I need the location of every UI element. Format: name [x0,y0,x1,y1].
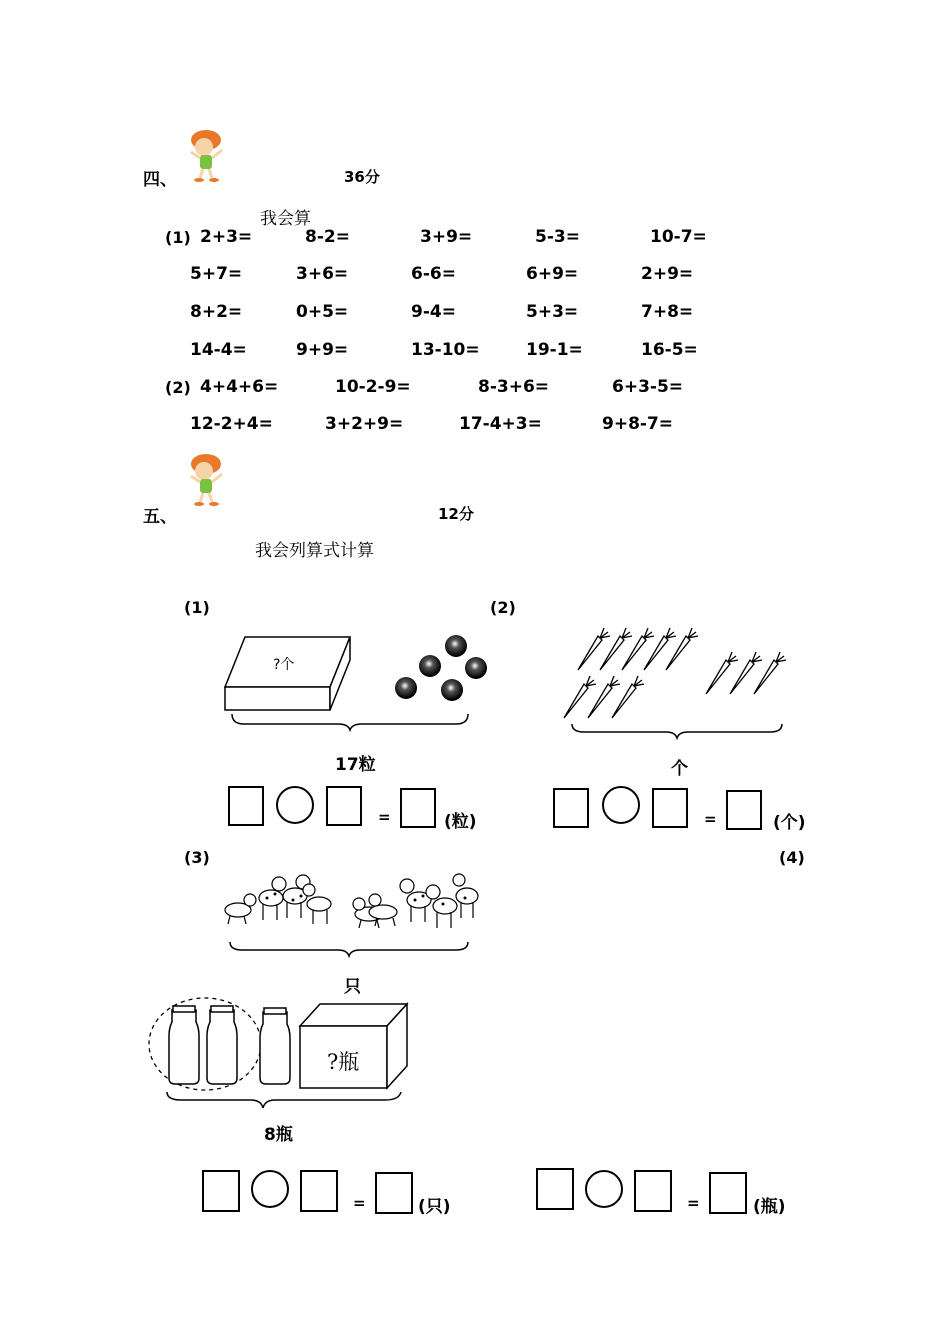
answer-box[interactable] [553,788,589,828]
answer-box[interactable] [228,786,264,826]
problem: 3+6= [296,264,349,284]
answer-box[interactable] [709,1172,747,1214]
problem: 5+3= [526,302,579,322]
problem: 5+7= [190,264,243,284]
operator-circle[interactable] [276,786,314,824]
unit-label: (个) [773,813,806,833]
answer-box[interactable] [726,790,762,830]
answer-box[interactable] [536,1168,574,1210]
problem: 4+4+6= [200,377,279,397]
problem: 6+3-5= [612,377,684,397]
problem: 13-10= [411,340,480,360]
part1-label: (1) [165,228,191,247]
problem: 8+2= [190,302,243,322]
problem: 3+2+9= [325,414,404,434]
problem: 9+9= [296,340,349,360]
problem: 16-5= [641,340,698,360]
problem: 6+9= [526,264,579,284]
part2-label: (2) [165,378,191,397]
unit-label: (粒) [444,812,477,832]
bottles-illustration [145,996,413,1114]
section4-label: 四、 [143,170,177,190]
problem: 6-6= [411,264,456,284]
problem: 10-7= [650,227,707,247]
brace-underline [570,722,784,742]
deer-illustration [215,868,485,940]
operator-circle[interactable] [251,1170,289,1208]
problem: 19-1= [526,340,583,360]
section5-subtitle: 我会列算式计算 [255,541,374,561]
cartoon-girl-icon [182,126,230,182]
problem: 2+9= [641,264,694,284]
problem: 7+8= [641,302,694,322]
answer-box[interactable] [375,1172,413,1214]
problem1-index: (1) [184,598,210,617]
candy-balls-icon [392,632,492,712]
problem: 9+8-7= [602,414,674,434]
answer-box[interactable] [634,1170,672,1212]
section5-points: 12分 [438,505,474,523]
section5-label: 五、 [143,507,177,527]
problem: 17-4+3= [459,414,542,434]
section4-points: 36分 [344,168,380,186]
equals-sign: = [704,810,717,828]
bottle-box-label: ?瓶 [327,1050,360,1074]
section4-subtitle: 我会算 [260,209,311,229]
answer-box[interactable] [300,1170,338,1212]
problem3-index: (3) [184,848,210,867]
equals-sign: = [353,1194,366,1212]
problem: 5-3= [535,227,580,247]
problem2-total: 个 [671,759,688,779]
problem: 0+5= [296,302,349,322]
problem: 2+3= [200,227,253,247]
answer-box[interactable] [202,1170,240,1212]
candy-box-label: ?个 [273,657,295,673]
problem: 12-2+4= [190,414,273,434]
problem3-total: 只 [344,977,361,997]
problem: 14-4= [190,340,247,360]
problem4-index: (4) [779,848,805,867]
problem: 10-2-9= [335,377,411,397]
cartoon-girl-icon [182,450,230,506]
answer-box[interactable] [400,788,436,828]
problem4-total: 8瓶 [264,1125,293,1145]
problem: 9-4= [411,302,456,322]
unit-label: (瓶) [753,1197,786,1217]
equals-sign: = [687,1194,700,1212]
problem: 8-3+6= [478,377,550,397]
operator-circle[interactable] [602,786,640,824]
problem2-index: (2) [490,598,516,617]
problem: 8-2= [305,227,350,247]
equals-sign: = [378,808,391,826]
brace-underline [228,940,472,960]
problem: 3+9= [420,227,473,247]
unit-label: (只) [418,1197,451,1217]
problem1-total: 17粒 [335,755,376,775]
answer-box[interactable] [326,786,362,826]
brace-underline [230,712,470,732]
operator-circle[interactable] [585,1170,623,1208]
answer-box[interactable] [652,788,688,828]
carrots-illustration [560,622,805,722]
